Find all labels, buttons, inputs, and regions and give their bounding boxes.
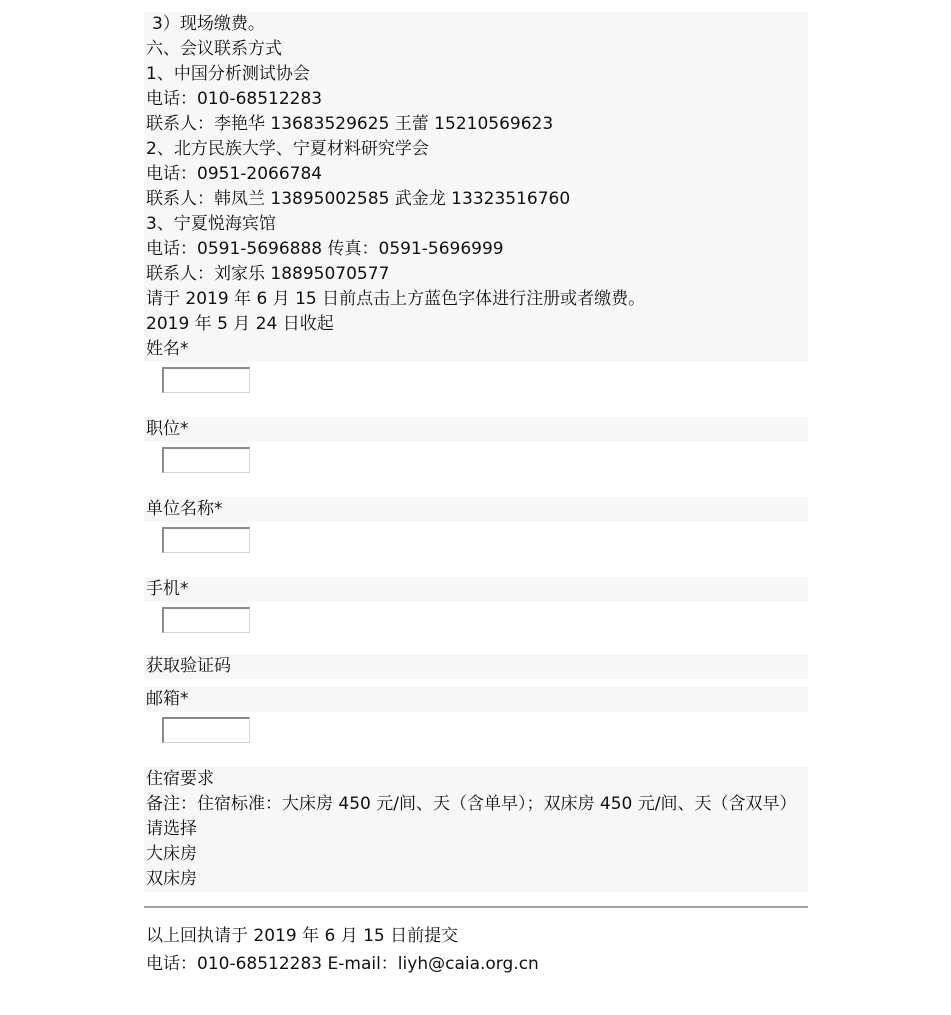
deadline-note[interactable]: 请于 2019 年 6 月 15 日前点击上方蓝色字体进行注册或者缴费。 (144, 287, 808, 312)
name-input-row (144, 362, 808, 417)
contact-org1-name: 1、中国分析测试协会 (144, 62, 808, 87)
contact-heading: 六、会议联系方式 (144, 37, 808, 62)
room-select-prompt[interactable]: 请选择 (144, 817, 808, 842)
collapse-date-line[interactable]: 2019 年 5 月 24 日收起 (144, 312, 808, 337)
position-input[interactable] (162, 447, 250, 473)
mobile-input[interactable] (162, 607, 250, 633)
email-input[interactable] (162, 717, 250, 743)
contact-org2-phone: 电话：0951-2066784 (144, 162, 808, 187)
lodging-label: 住宿要求 (144, 767, 808, 792)
section-divider (144, 906, 808, 908)
contact-org3-name: 3、宁夏悦海宾馆 (144, 212, 808, 237)
contact-org1-phone: 电话：010-68512283 (144, 87, 808, 112)
footer-contact-line: 电话：010-68512283 E-mail：liyh@caia.org.cn (146, 954, 539, 974)
mobile-input-row (144, 602, 808, 654)
contact-org3-persons: 联系人：刘家乐 18895070577 (144, 262, 808, 287)
contact-org3-phone: 电话：0591-5696888 传真：0591-5696999 (144, 237, 808, 262)
org-input-row (144, 522, 808, 577)
org-label: 单位名称* (144, 497, 808, 522)
contact-org2-persons: 联系人：韩凤兰 13895002585 武金龙 13323516760 (144, 187, 808, 212)
position-input-row (144, 442, 808, 497)
payment-onsite-line: 3）现场缴费。 (144, 12, 808, 37)
room-option-twin[interactable]: 双床房 (144, 867, 808, 892)
email-label: 邮箱* (144, 687, 808, 712)
name-label: 姓名* (144, 337, 808, 362)
get-code-button[interactable]: 获取验证码 (144, 654, 808, 679)
name-input[interactable] (162, 367, 250, 393)
submit-deadline-note: 以上回执请于 2019 年 6 月 15 日前提交 (146, 926, 459, 946)
room-option-king[interactable]: 大床房 (144, 842, 808, 867)
contact-org1-persons: 联系人：李艳华 13683529625 王蕾 15210569623 (144, 112, 808, 137)
lodging-note: 备注：住宿标准：大床房 450 元/间、天（含单早）；双床房 450 元/间、天（含双早） (144, 792, 808, 817)
org-input[interactable] (162, 527, 250, 553)
position-label: 职位* (144, 417, 808, 442)
registration-document (144, 12, 808, 978)
mobile-label: 手机* (144, 577, 808, 602)
email-input-row (144, 712, 808, 767)
contact-org2-name: 2、北方民族大学、宁夏材料研究学会 (144, 137, 808, 162)
